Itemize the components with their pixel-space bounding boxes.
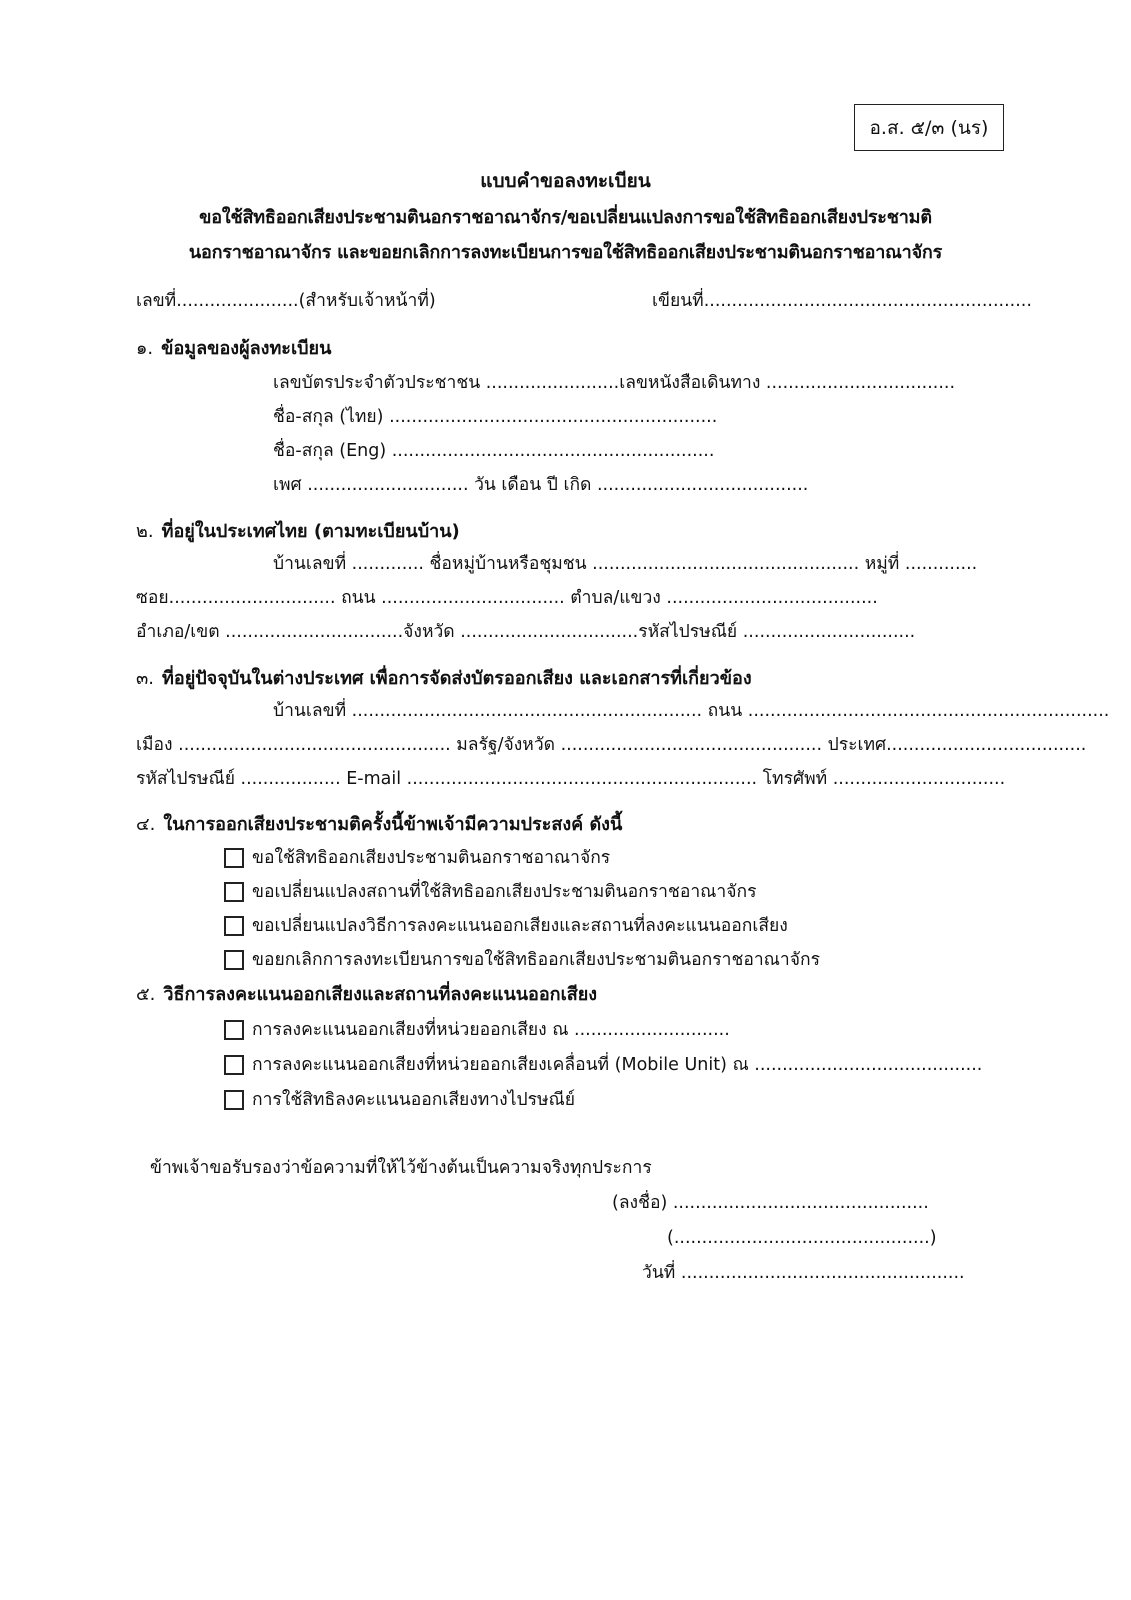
option-label: ขอใช้สิทธิออกเสียงประชามตินอกราชอาณาจักร	[252, 848, 611, 868]
section5-heading	[136, 983, 597, 1007]
section4-title: ในการออกเสียงประชามติครั้งนี้ข้าพเจ้ามีความประสงค์ ดังนี้	[163, 814, 623, 835]
option-change-method[interactable]	[224, 914, 788, 938]
form-code-box	[854, 104, 1004, 151]
option-vote-by-post[interactable]	[224, 1088, 575, 1112]
name-eng-field[interactable]: ชื่อ-สกุล (Eng) ..........................................................	[273, 441, 715, 461]
section4-heading	[136, 813, 622, 837]
section5-title: วิธีการลงคะแนนออกเสียงและสถานที่ลงคะแนนออกเสียง	[163, 984, 598, 1005]
option-label: ขอเปลี่ยนแปลงสถานที่ใช้สิทธิออกเสียงประชามตินอกราชอาณาจักร	[252, 882, 757, 902]
section3-heading	[136, 667, 752, 691]
section1-title: ข้อมูลของผู้ลงทะเบียน	[161, 338, 332, 359]
section2-number: ๒.	[136, 521, 154, 542]
certification-text: ข้าพเจ้าขอรับรองว่าข้อความที่ให้ไว้ข้างต้นเป็นความจริงทุกประการ	[150, 1158, 652, 1178]
thai-address-line2[interactable]: ซอย.............................. ถนน ................................. ตำบล/แขวง ......................................	[136, 588, 878, 608]
section3-number: ๓.	[136, 668, 155, 689]
section3-title: ที่อยู่ปัจจุบันในต่างประเทศ เพื่อการจัดส่งบัตรออกเสียง และเอกสารที่เกี่ยวข้อง	[162, 668, 752, 689]
section4-number: ๔.	[136, 814, 156, 835]
registration-number-field[interactable]: เลขที่......................(สำหรับเจ้าหน้าที่)	[136, 291, 436, 311]
section2-title: ที่อยู่ในประเทศไทย (ตามทะเบียนบ้าน)	[161, 521, 460, 542]
name-thai-field[interactable]: ชื่อ-สกุล (ไทย) ...........................................................	[273, 407, 718, 427]
option-cancel-registration[interactable]	[224, 948, 820, 972]
section5-number: ๕.	[136, 984, 156, 1005]
option-label: การลงคะแนนออกเสียงที่หน่วยออกเสียง ณ ............................	[252, 1020, 730, 1040]
abroad-address-line3[interactable]: รหัสไปรษณีย์ .................. E-mail ............................................................... โทรศัพท์ ...............................	[136, 769, 1006, 789]
written-at-field[interactable]: เขียนที่...........................................................	[652, 291, 1032, 311]
checkbox[interactable]	[224, 950, 244, 970]
option-register-abroad[interactable]	[224, 846, 610, 870]
thai-address-line3[interactable]: อำเภอ/เขต ................................จังหวัด ................................รหัสไปรษณีย์ ...............................	[136, 622, 916, 642]
signature-field[interactable]: (ลงชื่อ) ..............................................	[612, 1193, 929, 1213]
section1-heading	[136, 337, 331, 361]
form-code: อ.ส. ๕/๓ (นร)	[869, 116, 989, 139]
checkbox[interactable]	[224, 848, 244, 868]
option-label: ขอยกเลิกการลงทะเบียนการขอใช้สิทธิออกเสียงประชามตินอกราชอาณาจักร	[252, 950, 820, 970]
form-title: แบบคำขอลงทะเบียน	[480, 170, 651, 192]
date-field[interactable]: วันที่ ...................................................	[642, 1263, 965, 1283]
section1-number: ๑.	[136, 338, 154, 359]
option-label: ขอเปลี่ยนแปลงวิธีการลงคะแนนออกเสียงและสถานที่ลงคะแนนออกเสียง	[252, 916, 788, 936]
option-label: การลงคะแนนออกเสียงที่หน่วยออกเสียงเคลื่อนที่ (Mobile Unit) ณ .........................................	[252, 1055, 983, 1075]
option-change-location[interactable]	[224, 880, 757, 904]
checkbox[interactable]	[224, 916, 244, 936]
section2-heading	[136, 520, 460, 544]
option-vote-mobile-unit[interactable]	[224, 1053, 982, 1077]
printed-name-field[interactable]: (..............................................)	[667, 1228, 937, 1248]
form-subtitle-line2: นอกราชอาณาจักร และขอยกเลิกการลงทะเบียนการขอใช้สิทธิออกเสียงประชามตินอกราชอาณาจักร	[188, 242, 943, 263]
abroad-address-line1[interactable]: บ้านเลขที่ ............................................................... ถนน .................................................................	[273, 701, 1110, 721]
id-passport-field[interactable]: เลขบัตรประจำตัวประชาชน ........................เลขหนังสือเดินทาง ..................................	[273, 373, 956, 393]
checkbox[interactable]	[224, 1020, 244, 1040]
thai-address-line1[interactable]: บ้านเลขที่ ............. ชื่อหมู่บ้านหรือชุมชน ................................................ หมู่ที่ .............	[273, 554, 978, 574]
option-vote-at-unit[interactable]	[224, 1018, 730, 1042]
checkbox[interactable]	[224, 882, 244, 902]
checkbox[interactable]	[224, 1055, 244, 1075]
form-subtitle-line1: ขอใช้สิทธิออกเสียงประชามตินอกราชอาณาจักร/ขอเปลี่ยนแปลงการขอใช้สิทธิออกเสียงประชามติ	[199, 207, 932, 228]
sex-birthdate-field[interactable]: เพศ ............................. วัน เดือน ปี เกิด ......................................	[273, 475, 809, 495]
abroad-address-line2[interactable]: เมือง ................................................. มลรัฐ/จังหวัด ............................................... ประเทศ....................................	[136, 735, 1087, 755]
checkbox[interactable]	[224, 1090, 244, 1110]
option-label: การใช้สิทธิลงคะแนนออกเสียงทางไปรษณีย์	[252, 1090, 576, 1110]
